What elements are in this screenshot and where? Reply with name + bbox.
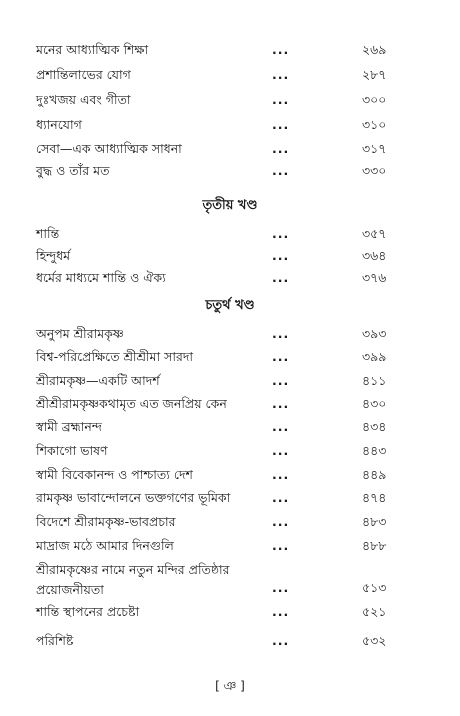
toc-entry-page: ৩৫৭ (362, 226, 387, 241)
toc-entry-title: শ্রীরামকৃষ্ণের নামে নতুন মন্দির প্রতিষ্ঠার প্রয়োজনীয়তা (36, 562, 230, 597)
toc-entry-page: ৩৯৩ (362, 326, 387, 341)
toc-entry-title: প্রশান্তিলাভের যোগ (36, 67, 131, 82)
toc-entry-title: শিকাগো ভাষণ (36, 443, 108, 458)
toc-entry-leader: ... (272, 373, 290, 388)
toc-entry-page: ৫৩২ (362, 633, 387, 648)
toc-entry-leader: ... (272, 226, 290, 241)
toc-entry-leader: ... (272, 326, 290, 341)
toc-entry-page: ৪৩০ (362, 396, 387, 411)
toc-entry-page: ২৮৭ (362, 67, 387, 82)
toc-entry-page: ৩৬৪ (362, 248, 387, 263)
toc-entry-leader: ... (272, 42, 290, 57)
toc-entry-leader: ... (272, 270, 290, 285)
toc-entry-title: শান্তি স্থাপনের প্রচেষ্টা (36, 604, 140, 619)
toc-entry-leader: ... (272, 580, 290, 595)
toc-entry-title: ধর্মের মাধ্যমে শান্তি ও ঐক্য (36, 270, 166, 285)
toc-entry-page: ২৬৯ (362, 42, 387, 57)
toc-entry-title: ধ্যানযোগ (36, 117, 82, 132)
section-heading-fourth: চতুর্থ খণ্ড (205, 298, 255, 313)
toc-entry-title: বিদেশে শ্রীরামকৃষ্ণ-ভাবপ্রচার (36, 514, 176, 529)
toc-entry-title: মনের আধ্যাত্মিক শিক্ষা (36, 42, 149, 57)
toc-entry-page: ৪৮৮ (362, 538, 387, 553)
toc-entry-leader: ... (272, 92, 290, 107)
toc-entry-leader: ... (272, 419, 290, 434)
toc-entry-page: ৩০০ (362, 92, 387, 107)
toc-entry-title: দুঃখজয় এবং গীতা (36, 92, 131, 107)
toc-entry-page: ৪৭৪ (362, 490, 387, 505)
toc-entry-title: বুদ্ধ ও তাঁর মত (36, 163, 110, 178)
toc-entry-leader: ... (272, 467, 290, 482)
toc-entry-page: ৪৮৩ (362, 514, 387, 529)
toc-entry-leader: ... (272, 514, 290, 529)
toc-entry-page: ৫১৩ (362, 580, 387, 595)
toc-entry-page: ৪৪৩ (362, 443, 387, 458)
toc-entry-leader: ... (272, 117, 290, 132)
toc-entry-leader: ... (272, 490, 290, 505)
toc-entry-title: স্বামী ব্রহ্মানন্দ (36, 419, 102, 434)
toc-entry-title: শ্রীশ্রীরামকৃষ্ণকথামৃত এত জনপ্রিয় কেন (36, 396, 227, 411)
toc-entry-page: ৪৩৪ (362, 419, 387, 434)
toc-entry-leader: ... (272, 141, 290, 156)
toc-entry-page: ৩৭৬ (362, 270, 387, 285)
toc-entry-title: রামকৃষ্ণ ভাবান্দোলনে ভক্তগণের ভূমিকা (36, 490, 231, 505)
toc-entry-title: অনুপম শ্রীরামকৃষ্ণ (36, 326, 124, 341)
toc-entry-title: মাদ্রাজ মঠে আমার দিনগুলি (36, 538, 174, 553)
toc-entry-title: বিশ্ব-পরিপ্রেক্ষিতে শ্রীশ্রীমা সারদা (36, 349, 194, 364)
toc-entry-leader: ... (272, 396, 290, 411)
toc-entry-title: হিন্দুধর্ম (36, 248, 71, 263)
toc-entry-title: শ্রীরামকৃষ্ণ—একটি আদর্শ (36, 373, 160, 388)
toc-entry-page: ৫২১ (362, 604, 387, 619)
toc-entry-leader: ... (272, 67, 290, 82)
toc-entry-page: ৩১৭ (362, 141, 387, 156)
toc-entry-leader: ... (272, 163, 290, 178)
toc-entry-page: ৩৩০ (362, 163, 387, 178)
page-number-footer: [ ঞ ] (215, 679, 245, 693)
toc-entry-leader: ... (272, 604, 290, 619)
toc-entry-page: ৪৪৯ (362, 467, 387, 482)
toc-entry-leader: ... (272, 538, 290, 553)
toc-entry-title: স্বামী বিবেকানন্দ ও পাশ্চাত্য দেশ (36, 467, 193, 482)
toc-entry-leader: ... (272, 443, 290, 458)
toc-entry-leader: ... (272, 349, 290, 364)
toc-entry-title: পরিশিষ্ট (36, 633, 74, 648)
toc-entry-page: ৩১০ (362, 117, 387, 132)
toc-entry-page: ৪১১ (362, 373, 387, 388)
toc-entry-page: ৩৯৯ (362, 349, 387, 364)
section-heading-third: তৃতীয় খণ্ড (202, 198, 258, 213)
toc-entry-leader: ... (272, 633, 290, 648)
toc-entry-leader: ... (272, 248, 290, 263)
toc-entry-title: শান্তি (36, 226, 60, 241)
toc-entry-title: সেবা—এক আধ্যাত্মিক সাধনা (36, 141, 182, 156)
